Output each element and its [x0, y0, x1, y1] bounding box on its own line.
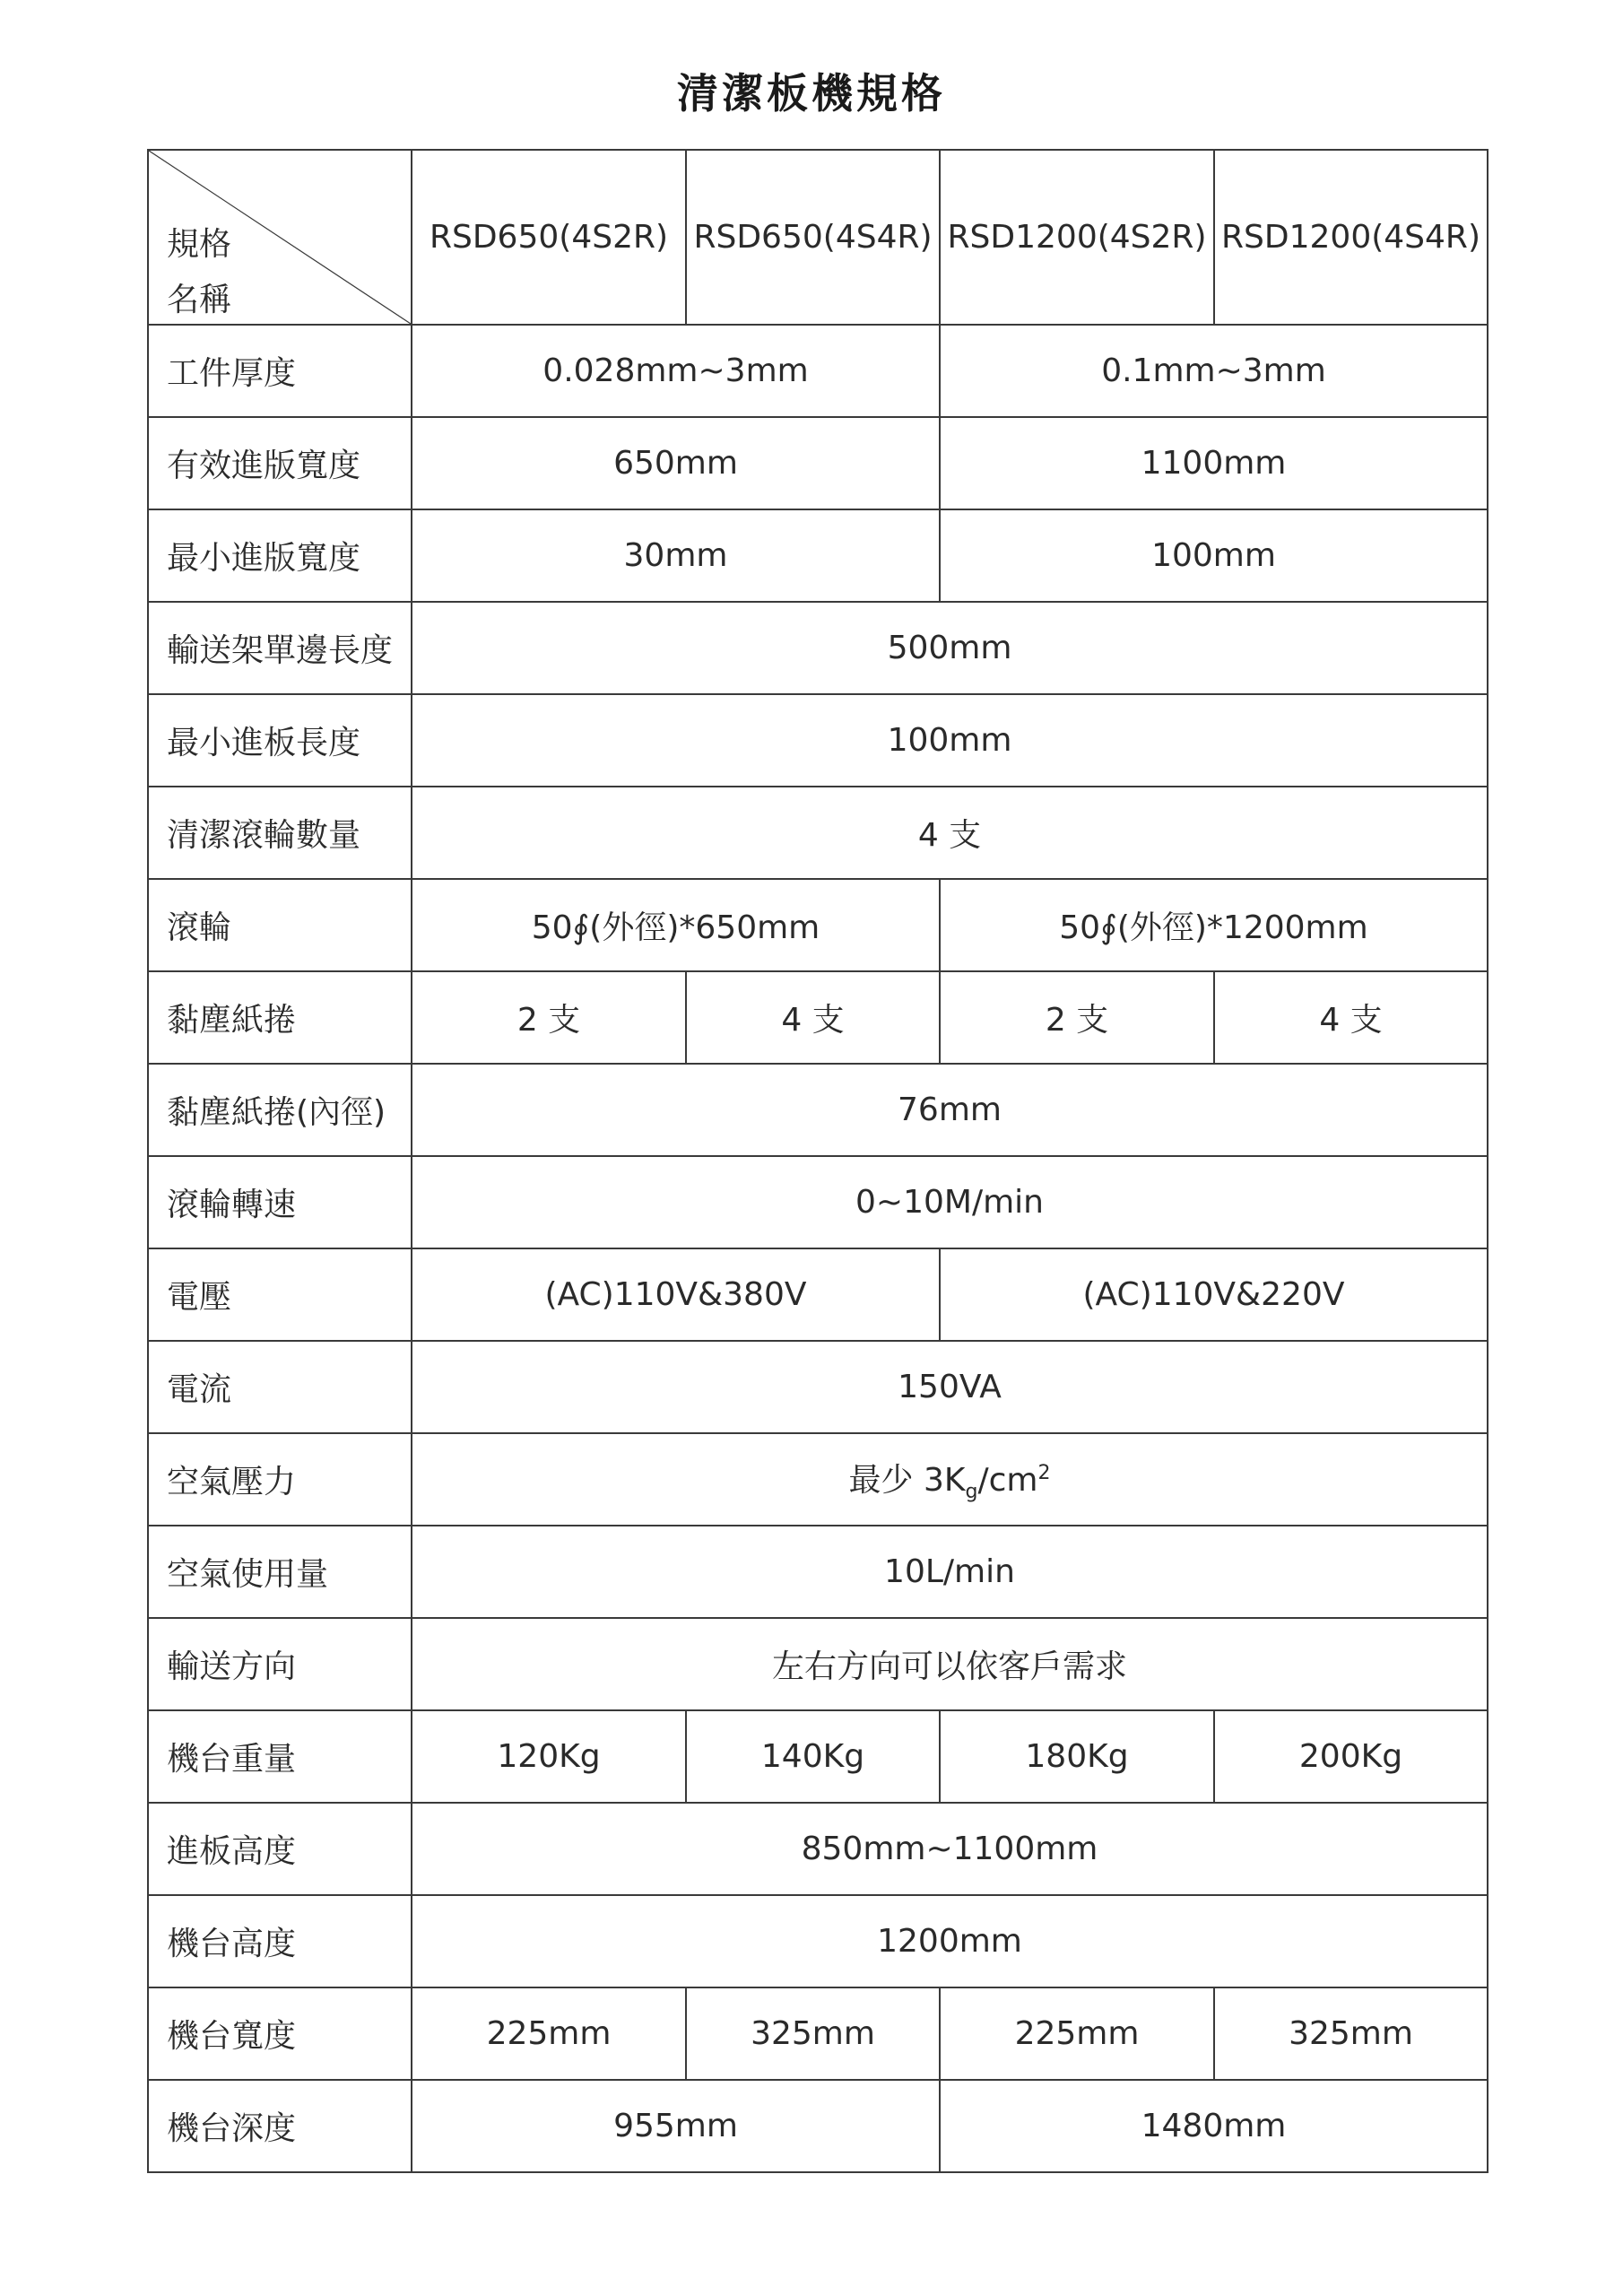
value-cell: 150VA	[412, 1341, 1488, 1433]
spec-table	[147, 149, 1488, 2173]
value-cell: 50∮(外徑)*650mm	[412, 879, 940, 971]
row-label: 工件厚度	[148, 325, 412, 417]
value-cell: 955mm	[412, 2080, 940, 2172]
model-header: RSD1200(4S2R)	[940, 150, 1214, 325]
row-direction	[148, 1618, 1488, 1710]
row-machine-height	[148, 1895, 1488, 1987]
corner-label-spec: 規格	[167, 226, 232, 263]
value-cell: 140Kg	[686, 1710, 940, 1803]
value-cell: 30mm	[412, 509, 940, 602]
value-cell: 200Kg	[1214, 1710, 1488, 1803]
value-cell: 100mm	[412, 694, 1488, 787]
row-roller-speed	[148, 1156, 1488, 1248]
row-dust-roll-inner	[148, 1064, 1488, 1156]
row-label: 輸送架單邊長度	[148, 602, 412, 694]
row-label: 清潔滾輪數量	[148, 787, 412, 879]
row-label: 最小進板長度	[148, 694, 412, 787]
row-weight	[148, 1710, 1488, 1803]
row-thickness	[148, 325, 1488, 417]
corner-label-name: 名稱	[167, 282, 232, 318]
value-cell: 4 支	[1214, 971, 1488, 1064]
row-label: 有效進版寬度	[148, 417, 412, 509]
value-cell: 76mm	[412, 1064, 1488, 1156]
value-cell: (AC)110V&220V	[940, 1248, 1488, 1341]
row-min-length	[148, 694, 1488, 787]
row-machine-width	[148, 1987, 1488, 2080]
pressure-prefix: 最少 3K	[848, 1462, 966, 1500]
row-label: 滾輪轉速	[148, 1156, 412, 1248]
value-cell: 10L/min	[412, 1526, 1488, 1618]
row-label: 機台重量	[148, 1710, 412, 1803]
value-cell: 1480mm	[940, 2080, 1488, 2172]
value-cell: 650mm	[412, 417, 940, 509]
row-label: 機台寬度	[148, 1987, 412, 2080]
row-roller	[148, 879, 1488, 971]
pressure-unit: /cm	[977, 1462, 1038, 1500]
value-cell: 50∮(外徑)*1200mm	[940, 879, 1488, 971]
value-cell: 100mm	[940, 509, 1488, 602]
row-label: 黏塵紙捲(內徑)	[148, 1064, 412, 1156]
value-cell: 180Kg	[940, 1710, 1214, 1803]
page-title: 清潔板機規格	[677, 69, 946, 117]
row-label: 最小進版寬度	[148, 509, 412, 602]
row-current	[148, 1341, 1488, 1433]
value-cell: (AC)110V&380V	[412, 1248, 940, 1341]
value-cell: 500mm	[412, 602, 1488, 694]
row-label: 機台高度	[148, 1895, 412, 1987]
value-cell	[412, 1433, 1488, 1526]
row-dust-roll	[148, 971, 1488, 1064]
value-cell: 325mm	[686, 1987, 940, 2080]
row-feed-height	[148, 1803, 1488, 1895]
row-label: 機台深度	[148, 2080, 412, 2172]
value-cell: 左右方向可以依客戶需求	[412, 1618, 1488, 1710]
value-cell: 2 支	[412, 971, 686, 1064]
row-label: 電流	[148, 1341, 412, 1433]
value-cell: 4 支	[412, 787, 1488, 879]
row-effective-width	[148, 417, 1488, 509]
row-roller-count	[148, 787, 1488, 879]
row-label: 進板高度	[148, 1803, 412, 1895]
value-cell: 850mm~1100mm	[412, 1803, 1488, 1895]
row-air-usage	[148, 1526, 1488, 1618]
pressure-subscript: g	[965, 1481, 978, 1504]
row-air-pressure	[148, 1433, 1488, 1526]
value-cell: 120Kg	[412, 1710, 686, 1803]
model-header: RSD650(4S2R)	[412, 150, 686, 325]
row-label: 輸送方向	[148, 1618, 412, 1710]
value-cell: 225mm	[412, 1987, 686, 2080]
row-machine-depth	[148, 2080, 1488, 2172]
value-cell: 0~10M/min	[412, 1156, 1488, 1248]
value-cell: 1200mm	[412, 1895, 1488, 1987]
row-conveyor-length	[148, 602, 1488, 694]
value-cell: 0.1mm~3mm	[940, 325, 1488, 417]
row-label: 電壓	[148, 1248, 412, 1341]
header-row	[148, 150, 1488, 325]
model-header: RSD1200(4S4R)	[1214, 150, 1488, 325]
value-cell: 0.028mm~3mm	[412, 325, 940, 417]
row-label: 空氣使用量	[148, 1526, 412, 1618]
corner-cell	[148, 150, 412, 325]
row-label: 黏塵紙捲	[148, 971, 412, 1064]
pressure-superscript: 2	[1037, 1462, 1051, 1485]
model-header: RSD650(4S4R)	[686, 150, 940, 325]
value-cell: 1100mm	[940, 417, 1488, 509]
value-cell: 2 支	[940, 971, 1214, 1064]
row-label: 滾輪	[148, 879, 412, 971]
row-voltage	[148, 1248, 1488, 1341]
value-cell: 225mm	[940, 1987, 1214, 2080]
value-cell: 4 支	[686, 971, 940, 1064]
row-min-width	[148, 509, 1488, 602]
row-label: 空氣壓力	[148, 1433, 412, 1526]
value-cell: 325mm	[1214, 1987, 1488, 2080]
